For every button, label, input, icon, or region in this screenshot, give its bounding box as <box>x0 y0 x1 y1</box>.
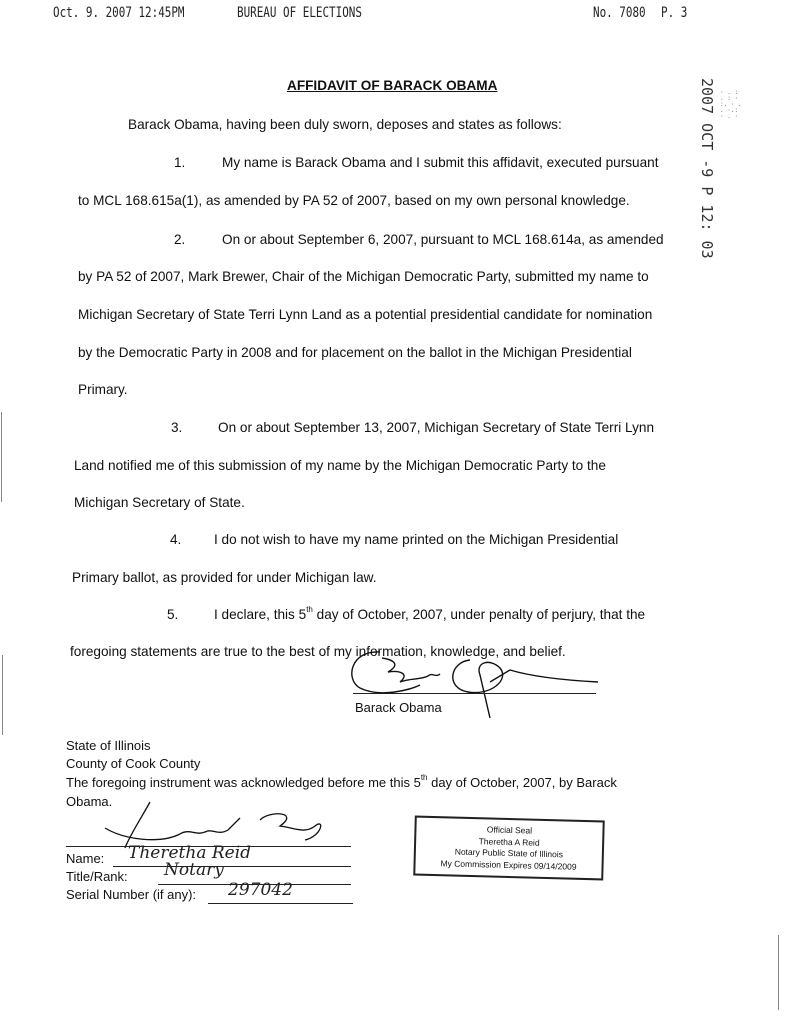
superscript: th <box>306 605 313 614</box>
scan-edge-mark <box>2 655 3 735</box>
notary-seal-stamp <box>413 816 605 881</box>
superscript: th <box>420 773 428 782</box>
paragraph-text: by PA 52 of 2007, Mark Brewer, Chair of the Michigan Democratic Party, submitted my name to <box>78 269 649 284</box>
name-label: Name: <box>66 851 105 866</box>
name-value: Theretha Reid <box>128 843 252 863</box>
fax-page: P. 3 <box>661 5 688 21</box>
signature-line <box>353 693 596 694</box>
fax-sender: BUREAU OF ELECTIONS <box>237 5 362 21</box>
paragraph-text: by the Democratic Party in 2008 and for placement on the ballot in the Michigan Presidential <box>78 345 632 360</box>
notary-state: State of Illinois <box>66 738 151 753</box>
paragraph-text: On or about September 13, 2007, Michigan Secretary of State Terri Lynn <box>218 420 655 435</box>
paragraph-text: I do not wish to have my name printed on the Michigan Presidential <box>214 532 619 547</box>
fax-number: No. 7080 <box>593 5 646 21</box>
paragraph-text: Michigan Secretary of State Terri Lynn Land as a potential presidential candidate for nomination <box>78 307 653 322</box>
paragraph-text: to MCL 168.615a(1), as amended by PA 52 of 2007, based on my own personal knowledge. <box>78 193 630 208</box>
paragraph-number: 5. <box>167 607 179 622</box>
paragraph-text: Primary. <box>78 382 128 397</box>
notary-acknowledgment-cont: Obama. <box>66 794 113 809</box>
serial-line <box>208 903 353 904</box>
signer-name: Barack Obama <box>355 700 442 715</box>
received-stamp: 2007 OCT -9 P 12: 03 <box>698 78 716 259</box>
scan-edge-mark <box>778 935 779 1010</box>
seal-line: Notary Public State of Illinois <box>454 846 564 860</box>
paragraph-text: Land notified me of this submission of my name by the Michigan Democratic Party to the <box>74 458 606 473</box>
paragraph-number: 1. <box>174 155 186 170</box>
serial-label: Serial Number (if any): <box>66 887 197 902</box>
notary-county: County of Cook County <box>66 756 201 771</box>
paragraph-text: On or about September 6, 2007, pursuant to MCL 168.614a, as amended <box>222 232 664 247</box>
paragraph-text: foregoing statements are true to the best of my information, knowledge, and belief. <box>70 644 566 659</box>
paragraph-text: My name is Barack Obama and I submit this affidavit, executed pursuant <box>222 155 659 170</box>
text-segment: I declare, this 5 <box>214 607 307 622</box>
name-line <box>113 866 351 867</box>
scan-edge-mark <box>1 412 2 502</box>
paragraph-text <box>214 607 645 622</box>
seal-line: Theretha A Reid <box>478 835 540 848</box>
document-title: AFFIDAVIT OF BARACK OBAMA <box>287 78 498 93</box>
text-segment: The foregoing instrument was acknowledged before me this 5 <box>66 775 421 790</box>
scan-noise: · . : . : · :. · . . ·.: · . · <box>720 89 742 120</box>
intro-text: Barack Obama, having been duly sworn, deposes and states as follows: <box>128 117 562 132</box>
notary-acknowledgment <box>66 775 617 790</box>
paragraph-number: 2. <box>174 232 186 247</box>
text-segment: day of October, 2007, under penalty of perjury, that the <box>312 607 646 622</box>
paragraph-number: 4. <box>170 532 182 547</box>
paragraph-text: Primary ballot, as provided for under Michigan law. <box>72 570 377 585</box>
seal-line: My Commission Expires 09/14/2009 <box>440 857 577 872</box>
seal-line: Official Seal <box>486 824 533 836</box>
title-label: Title/Rank: <box>66 869 128 884</box>
text-segment: day of October, 2007, by Barack <box>427 775 617 790</box>
title-value: Notary <box>164 860 224 880</box>
serial-value: 297042 <box>228 880 293 900</box>
paragraph-number: 3. <box>171 420 183 435</box>
paragraph-text: Michigan Secretary of State. <box>74 495 245 510</box>
fax-datetime: Oct. 9. 2007 12:45PM <box>53 5 185 21</box>
